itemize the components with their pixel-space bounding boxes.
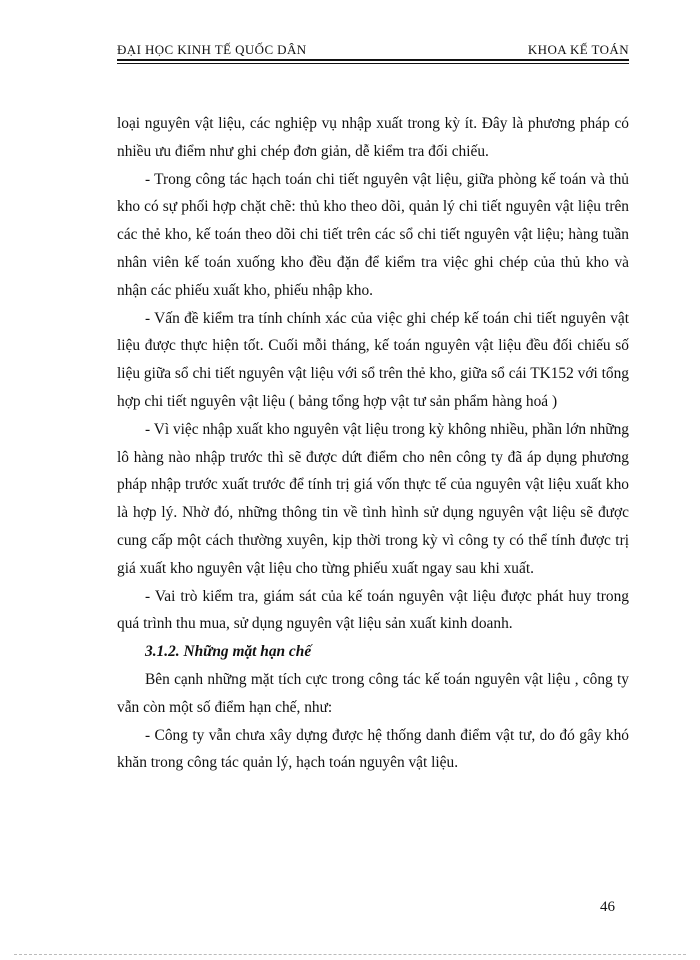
paragraph-limitation-catalog: - Công ty vẫn chưa xây dựng được hệ thống danh điểm vật tư, do đó gây khó khăn trong công tác quản lý, hạch toán nguyên vật liệu. <box>117 726 629 772</box>
header-faculty: KHOA KẾ TOÁN <box>527 42 629 57</box>
paragraph-verification: - Vấn đề kiểm tra tính chính xác của việc ghi chép kế toán chi tiết nguyên vật liệu được thực hiện tốt. Cuối mỗi tháng, kế toán nguyên vật liệu đều đối chiếu số liệu giữa sổ chi tiết nguyên vật liệu với sổ trên thẻ kho, giữa sổ cái TK152 với tổng hợp chi tiết nguyên vật liệu ( bảng tổng hợp vật tư sản phẩm hàng hoá ) <box>117 309 629 410</box>
paragraph-fifo-method: - Vì việc nhập xuất kho nguyên vật liệu trong kỳ không nhiều, phần lớn những lô hàng nào nhập trước thì sẽ được dứt điểm cho nên công ty đã áp dụng phương pháp nhập trước xuất trước để tính trị giá vốn thực tế của nguyên vật liệu xuất kho là hợp lý. Nhờ đó, những thông tin về tình hình sử dụng nguyên vật liệu sẽ được cung cấp một cách thường xuyên, kịp thời trong kỳ vì công ty có thể tính được trị giá xuất kho nguyên vật liệu cho từng phiếu xuất ngay sau khi xuất. <box>117 420 629 577</box>
paragraph-coordination: - Trong công tác hạch toán chi tiết nguyên vật liệu, giữa phòng kế toán và thủ kho có sự phối hợp chặt chẽ: thủ kho theo dõi, quản lý chi tiết nguyên vật liệu trên các thẻ kho, kế toán theo dõi chi tiết trên các sổ chi tiết nguyên vật liệu; hàng tuần nhân viên kế toán xuống kho đều đặn để kiểm tra việc ghi chép của thủ kho và nhận các phiếu xuất kho, phiếu nhập kho. <box>117 170 629 299</box>
body-text <box>117 110 629 777</box>
paragraph-supervision: - Vai trò kiểm tra, giám sát của kế toán nguyên vật liệu được phát huy trong quá trình thu mua, sử dụng nguyên vật liệu sản xuất kinh doanh. <box>117 587 629 633</box>
section-heading-limitations: 3.1.2. Những mặt hạn chế <box>145 643 312 661</box>
page-header <box>117 36 629 58</box>
page-number: 46 <box>600 899 615 915</box>
header-rule-thick <box>117 59 629 61</box>
paragraph-continuation: loại nguyên vật liệu, các nghiệp vụ nhập xuất trong kỳ ít. Đây là phương pháp có nhiều ưu điểm như ghi chép đơn giản, dễ kiểm tra đối chiếu. <box>117 115 629 160</box>
page-bottom-divider <box>14 954 686 955</box>
header-rule-thin <box>117 63 629 64</box>
paragraph-limitations-intro: Bên cạnh những mặt tích cực trong công tác kế toán nguyên vật liệu , công ty vẫn còn một số điểm hạn chế, như: <box>117 670 629 716</box>
header-university: ĐẠI HỌC KINH TẾ QUỐC DÂN <box>117 42 307 57</box>
